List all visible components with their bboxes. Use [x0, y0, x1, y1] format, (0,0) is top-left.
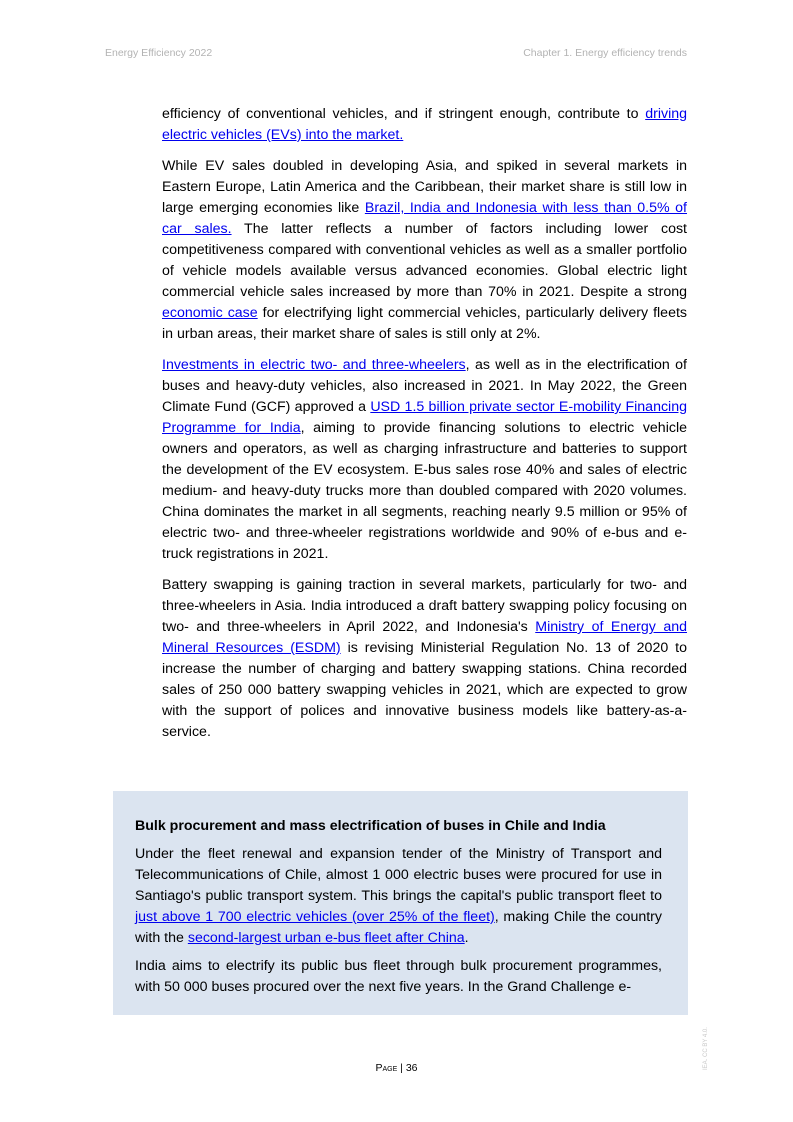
paragraph-text: , as well as in the electrification of buses and heavy-duty vehicles, also increased in 2021. In May 2022, the Green Climate Fund (GCF) approved a	[162, 357, 687, 415]
hyperlink[interactable]: economic case	[162, 305, 258, 321]
paragraph-text: , making Chile the country with the	[135, 909, 662, 946]
paragraph	[162, 156, 687, 345]
paragraph-text: is revising Ministerial Regulation No. 13 of 2020 to increase the number of charging and battery swapping stations. China recorded sales of 250 000 battery swapping vehicles in 2021, which are expected to grow with the support of polices and innovative business models like battery-as-a-service.	[162, 640, 688, 740]
hyperlink[interactable]: Investments in electric two- and three-wheelers	[162, 357, 466, 373]
body-text	[162, 104, 687, 753]
paragraph-text: , aiming to provide financing solutions to electric vehicle owners and operators, as well as charging infrastructure and batteries to support the development of the EV ecosystem. E-bus sales rose 40% and sales of electric medium- and heavy-duty trucks more than doubled compared with 2020 volumes. China dominates the market in all segments, reaching nearly 9.5 million or 95% of electric two- and three-wheeler registrations worldwide and 90% of e-bus and e-truck registrations in 2021.	[162, 420, 687, 562]
paragraph	[162, 104, 687, 146]
page-number-value: 36	[405, 1062, 418, 1074]
hyperlink[interactable]: second-largest urban e-bus fleet after China	[187, 930, 465, 946]
hyperlink[interactable]: just above 1 700 electric vehicles (over 25% of the fleet)	[135, 909, 495, 925]
paragraph-text: While EV sales doubled in developing Asia, and spiked in several markets in Eastern Europe, Latin America and the Caribbean, their market share is still low in large emerging economies like	[162, 158, 687, 216]
hyperlink[interactable]: Brazil, India and Indonesia with less than 0.5% of car sales.	[162, 200, 687, 237]
paragraph	[135, 956, 662, 998]
hyperlink[interactable]: USD 1.5 billion private sector E-mobility Financing Programme for India	[162, 399, 687, 436]
page-number	[0, 1062, 793, 1074]
hyperlink[interactable]: driving electric vehicles (EVs) into the market.	[162, 106, 687, 143]
license-watermark: IEA. CC BY 4.0.	[703, 1027, 709, 1070]
box-body	[135, 844, 662, 998]
paragraph-text: efficiency of conventional vehicles, and if stringent enough, contribute to	[162, 106, 646, 122]
running-header-chapter: Chapter 1. Energy efficiency trends	[523, 47, 687, 59]
paragraph-text: Battery swapping is gaining traction in several markets, particularly for two- and three-wheelers in Asia. India introduced a draft battery swapping policy focusing on two- and three-wheelers in April 2022, and Indonesia's	[162, 577, 687, 635]
paragraph-text: for electrifying light commercial vehicles, particularly delivery fleets in urban areas, their market share of sales is still only at 2%.	[162, 305, 687, 342]
page-separator: |	[397, 1062, 406, 1074]
paragraph	[135, 844, 662, 949]
box-title: Bulk procurement and mass electrification of buses in Chile and India	[135, 818, 606, 834]
running-header-title: Energy Efficiency 2022	[105, 47, 213, 59]
case-study-box	[113, 791, 688, 1015]
paragraph-text: India aims to electrify its public bus fleet through bulk procurement programmes, with 50 000 buses procured over the next five years. In the Grand Challenge e-	[135, 958, 662, 995]
paragraph-text: .	[464, 930, 469, 946]
paragraph	[162, 575, 687, 743]
paragraph-text: Under the fleet renewal and expansion tender of the Ministry of Transport and Telecommunications of Chile, almost 1 000 electric buses were procured for use in Santiago's public transport system. This brings the capital's public transport fleet to	[135, 846, 662, 904]
paragraph	[162, 355, 687, 565]
paragraph-text: The latter reflects a number of factors including lower cost competitiveness compared with conventional vehicles as well as a smaller portfolio of vehicle models available versus advanced economies. Global electric light commercial vehicle sales increased by more than 70% in 2021. Despite a strong	[162, 221, 687, 300]
hyperlink[interactable]: Ministry of Energy and Mineral Resources (ESDM)	[162, 619, 687, 656]
page-label: Page	[375, 1062, 398, 1074]
